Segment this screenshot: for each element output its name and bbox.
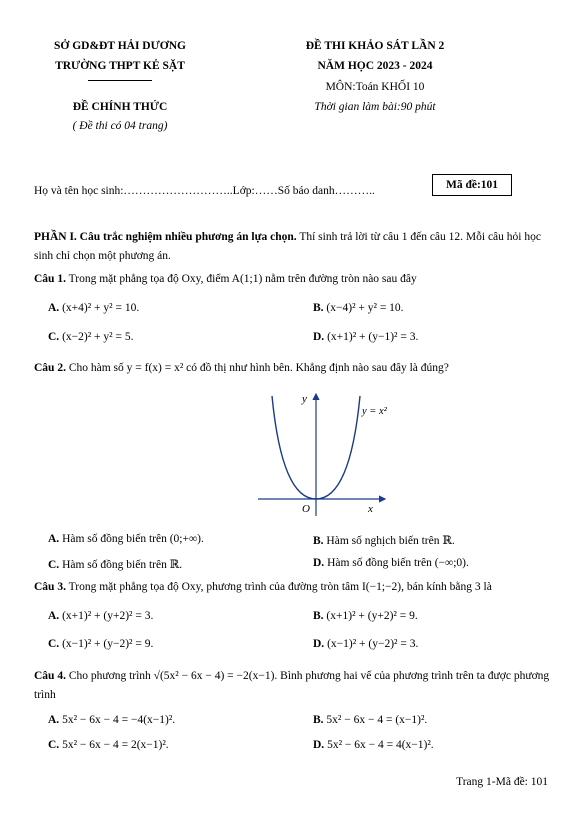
exam-time: Thời gian làm bài:90 phút — [314, 101, 436, 113]
q1-option-a: A. (x+4)² + y² = 10. — [48, 302, 140, 314]
official-label: ĐỀ CHÍNH THỨC — [72, 101, 168, 113]
question-4-label: Câu 4. — [34, 670, 66, 682]
q4-option-b: B. 5x² − 6x − 4 = (x−1)². — [313, 714, 428, 726]
dept-name: SỞ GD&ĐT HẢI DƯƠNG — [54, 40, 186, 52]
q2-option-b: B. Hàm số nghịch biến trên ℝ. — [313, 535, 455, 547]
x-label: x — [368, 503, 373, 515]
q3-option-c: C. (x−1)² + (y−2)² = 9. — [48, 638, 154, 650]
curve-label: y = x² — [362, 406, 387, 417]
q1-option-d: D. (x+1)² + (y−1)² = 3. — [313, 331, 419, 343]
q3-option-d: D. (x−1)² + (y−2)² = 3. — [313, 638, 419, 650]
q1-option-c: C. (x−2)² + y² = 5. — [48, 331, 134, 343]
pages-note: ( Đề thi có 04 trang) — [72, 120, 168, 132]
question-2 — [34, 362, 449, 374]
question-2-text: Cho hàm số y = f(x) = x² có đồ thị như hình bên. Khẳng định nào sau đây là đúng? — [68, 362, 449, 374]
question-3 — [34, 581, 492, 593]
exam-code-box: Mã đề:101 — [432, 174, 512, 196]
origin-label: O — [302, 503, 310, 515]
q2-option-c: C. Hàm số đồng biến trên ℝ. — [48, 559, 183, 571]
q3-option-a: A. (x+1)² + (y+2)² = 3. — [48, 610, 154, 622]
question-4-text: Cho phương trình √(5x² − 6x − 4) = −2(x−1). Bình phương hai vế của phương trình trên ta được phương trình — [34, 670, 550, 701]
question-3-label: Câu 3. — [34, 581, 66, 593]
part1-intro — [34, 228, 550, 266]
q2-option-a: A. Hàm số đồng biến trên (0;+∞). — [48, 533, 204, 545]
student-info-line: Họ và tên học sinh:………………………..Lớp:……Số báo danh……….. — [34, 185, 375, 197]
question-1-label: Câu 1. — [34, 273, 66, 285]
question-1-text: Trong mặt phẳng tọa độ Oxy, điểm A(1;1) nằm trên đường tròn nào sau đây — [68, 273, 417, 285]
q3-option-b: B. (x+1)² + (y+2)² = 9. — [313, 610, 418, 622]
q1-option-b: B. (x−4)² + y² = 10. — [313, 302, 404, 314]
page-footer: Trang 1-Mã đề: 101 — [456, 776, 548, 788]
school-name: TRƯỜNG THPT KẺ SẶT — [55, 60, 185, 72]
q4-option-a: A. 5x² − 6x − 4 = −4(x−1)². — [48, 714, 176, 726]
question-1 — [34, 273, 417, 285]
parabola-graph — [250, 388, 400, 528]
part1-title: PHẦN I. Câu trắc nghiệm nhiều phương án lựa chọn. — [34, 231, 297, 243]
question-3-text: Trong mặt phẳng tọa độ Oxy, phương trình của đường tròn tâm I(−1;−2), bán kính bằng 3 là — [68, 581, 492, 593]
part1-desc: Thí sinh trả lời từ câu 1 đến câu 12. Mỗi câu hỏi học sinh chỉ chọn một phương án. — [34, 231, 541, 262]
exam-title: ĐỀ THI KHẢO SÁT LẦN 2 — [305, 40, 445, 52]
header-rule-left — [88, 80, 152, 81]
question-4 — [34, 667, 550, 705]
q4-option-c: C. 5x² − 6x − 4 = 2(x−1)². — [48, 739, 169, 751]
y-label: y — [302, 393, 307, 405]
subject: MÔN:Toán KHỐI 10 — [325, 81, 425, 93]
q2-option-d: D. Hàm số đồng biến trên (−∞;0). — [313, 557, 469, 569]
school-year: NĂM HỌC 2023 - 2024 — [317, 60, 433, 72]
q4-option-d: D. 5x² − 6x − 4 = 4(x−1)². — [313, 739, 434, 751]
question-2-label: Câu 2. — [34, 362, 66, 374]
